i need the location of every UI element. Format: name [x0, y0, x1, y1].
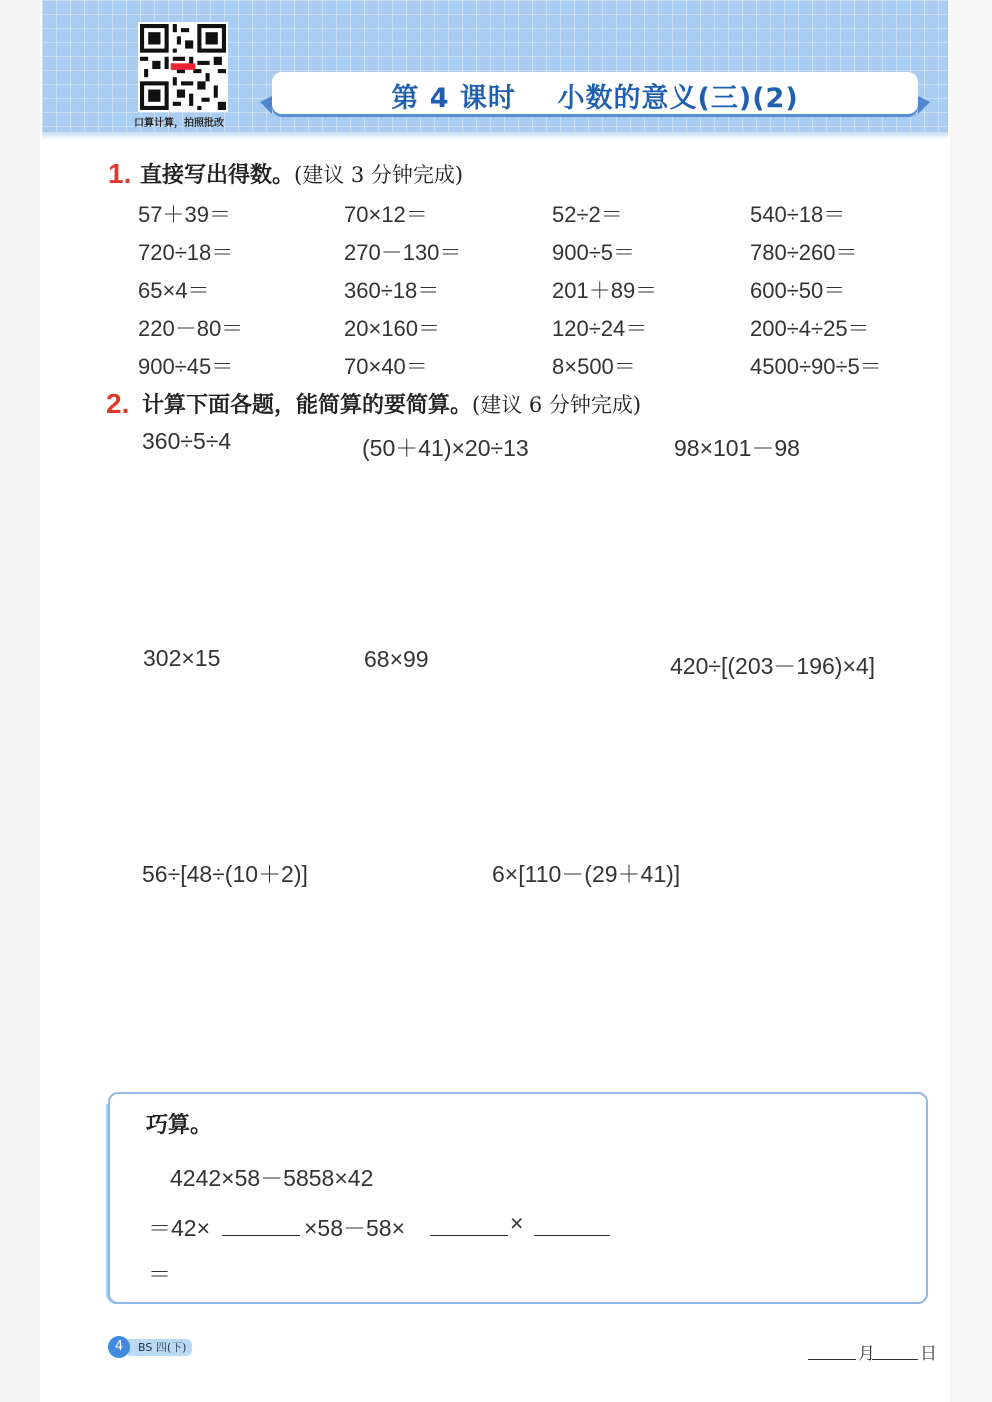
calc-problem: (50＋41)×20÷13 — [362, 435, 529, 461]
calc-problem: 98×101－98 — [674, 435, 800, 461]
calc-problem: 6×[110－(29＋41)] — [492, 861, 681, 887]
question-2-title — [142, 388, 641, 419]
question-2-number: 2. — [106, 388, 130, 419]
calc-problem: 68×99 — [364, 646, 429, 672]
boost-step-times: × — [510, 1210, 524, 1236]
day-label: 日 — [920, 1344, 937, 1364]
oral-problem: 200÷4÷25＝ — [750, 316, 870, 341]
tab-char: 提 — [109, 1152, 133, 1180]
oral-problem: 20×160＝ — [344, 316, 441, 341]
header-band — [42, 0, 948, 140]
boost-practice-tab-label — [106, 1150, 136, 1249]
question-1-time-note: (建议 3 分钟完成) — [294, 163, 464, 187]
calc-problem: 420÷[(203－196)×4] — [670, 653, 876, 679]
oral-problem: 900÷45＝ — [138, 354, 234, 379]
question-2-time-note: (建议 6 分钟完成) — [472, 393, 642, 417]
tab-char: 练 — [109, 1218, 133, 1246]
page-title: 第 4 课时 小数的意义(三)(2) — [391, 83, 799, 114]
page-margin-right — [950, 0, 992, 1402]
day-blank[interactable] — [872, 1358, 918, 1360]
oral-problem: 600÷50＝ — [750, 278, 846, 303]
oral-problem: 900÷5＝ — [552, 240, 636, 265]
month-blank[interactable] — [808, 1358, 856, 1360]
oral-problem: 4500÷90÷5＝ — [750, 354, 882, 379]
oral-problem: 720÷18＝ — [138, 240, 234, 265]
boost-title: 巧算。 — [146, 1113, 213, 1138]
oral-problem: 540÷18＝ — [750, 202, 846, 227]
month-label: 月 — [858, 1344, 875, 1364]
oral-problem: 70×40＝ — [344, 354, 428, 379]
boost-step-result: ＝ — [148, 1261, 171, 1287]
oral-problem: 360÷18＝ — [344, 278, 440, 303]
book-tag: BS 四(下) — [128, 1339, 192, 1356]
oral-problem: 270－130＝ — [344, 240, 462, 265]
tab-dot — [118, 1266, 124, 1272]
calc-problem: 360÷5÷4 — [142, 428, 232, 454]
calc-problem: 302×15 — [143, 645, 221, 671]
tab-char: 升 — [109, 1185, 133, 1213]
calc-problem: 56÷[48÷(10＋2)] — [142, 861, 308, 887]
answer-blank[interactable] — [222, 1234, 300, 1236]
oral-problem: 201＋89＝ — [552, 278, 658, 303]
question-1-title — [140, 158, 463, 189]
boost-practice-box — [108, 1092, 928, 1304]
qr-caption: 口算计算，拍照批改 — [134, 118, 224, 129]
answer-blank[interactable] — [430, 1234, 508, 1236]
oral-problem: 780÷260＝ — [750, 240, 858, 265]
qr-code-icon[interactable] — [138, 22, 228, 112]
oral-problem: 120÷24＝ — [552, 316, 648, 341]
page-number: 4 — [108, 1336, 130, 1358]
boost-expression: 4242×58－5858×42 — [170, 1165, 374, 1191]
qr-code-graphic — [140, 24, 226, 110]
question-1-number: 1. — [108, 158, 132, 189]
page-margin-left — [0, 0, 40, 1402]
question-1-instruction: 直接写出得数。 — [140, 163, 295, 188]
oral-problem: 65×4＝ — [138, 278, 210, 303]
answer-blank[interactable] — [534, 1234, 610, 1236]
boost-step-middle: ×58－58× — [304, 1215, 406, 1241]
question-2-instruction: 计算下面各题，能简算的要简算。 — [142, 393, 473, 418]
oral-problem: 8×500＝ — [552, 354, 636, 379]
oral-problem: 57＋39＝ — [138, 202, 231, 227]
boost-step-prefix: ＝42× — [148, 1215, 211, 1241]
lesson-title-bar — [272, 72, 918, 114]
oral-problem: 70×12＝ — [344, 202, 428, 227]
oral-problem: 220－80＝ — [138, 316, 244, 341]
oral-problem: 52÷2＝ — [552, 202, 623, 227]
